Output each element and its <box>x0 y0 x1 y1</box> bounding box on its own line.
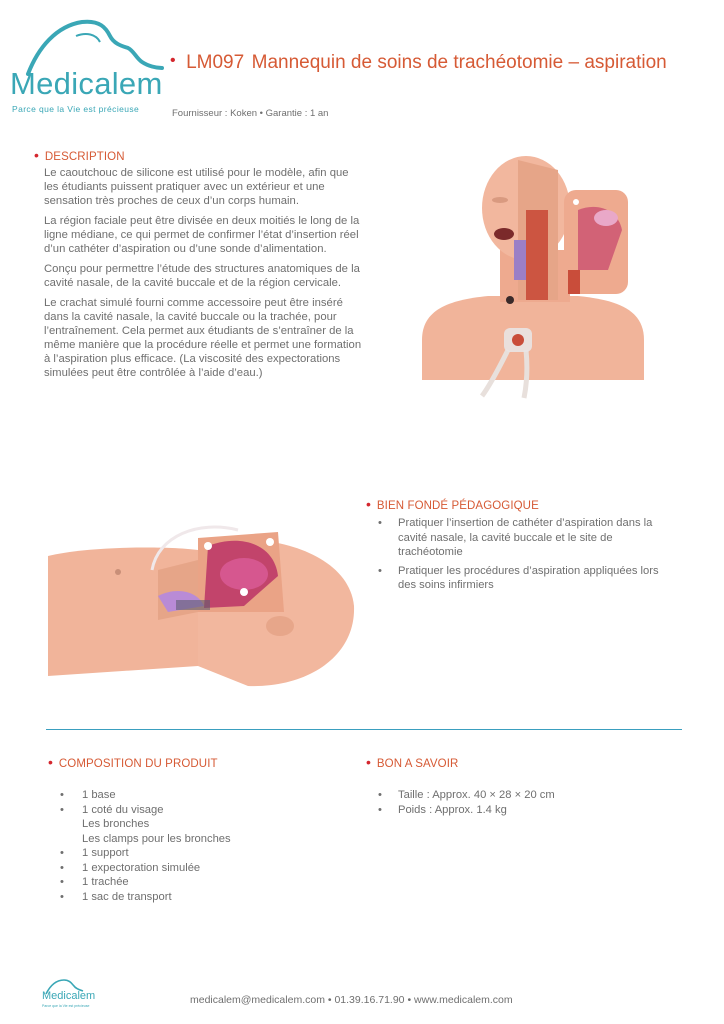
heading-bullet: • <box>48 754 53 770</box>
description-heading: • DESCRIPTION <box>34 147 125 163</box>
product-code: LM097 <box>186 52 245 73</box>
section-divider <box>46 729 682 730</box>
list-item: • 1 support <box>60 846 320 861</box>
list-item: Les bronches <box>82 818 150 830</box>
footer-brand-name: Medicalem <box>42 990 96 1002</box>
list-item: • 1 base <box>60 788 320 803</box>
brand-name: Medicalem <box>10 66 163 101</box>
footer-logo <box>38 978 118 1014</box>
heading-bullet: • <box>366 754 371 770</box>
list-item: • Poids : Approx. 1.4 kg <box>376 803 676 818</box>
footer-brand-tagline: Parce que la Vie est précieuse <box>42 1004 90 1008</box>
brand-logo <box>10 18 170 114</box>
product-image-front <box>418 150 648 400</box>
description-paragraph: La région faciale peut être divisée en deux moitiés le long de la ligne médiane, ce qui permet de confirmer l’état d’insertion réel d’un cathéter d’aspiration ou d’une sonde d’alimentation. <box>44 215 360 255</box>
footer-contact: medicalem@medicalem.com • 01.39.16.71.90 • www.medicalem.com <box>190 994 513 1006</box>
composition-heading: • COMPOSITION DU PRODUIT <box>48 754 218 770</box>
good-to-know-heading: • BON A SAVOIR <box>366 754 459 770</box>
list-item: • 1 trachée <box>60 875 320 890</box>
product-title: Mannequin de soins de trachéotomie – aspiration <box>251 52 667 73</box>
pedagogy-list <box>374 516 674 597</box>
brand-tagline: Parce que la Vie est précieuse <box>12 104 140 114</box>
list-item: • 1 coté du visage <box>60 803 320 818</box>
list-item: • 1 sac de transport <box>60 890 320 905</box>
description-text <box>44 166 362 386</box>
list-item: • 1 expectoration simulée <box>60 861 320 876</box>
heading-bullet: • <box>34 147 39 163</box>
list-item: • Pratiquer l’insertion de cathéter d’aspiration dans la cavité nasale, la cavité buccale et le site de trachéotomie <box>374 516 674 560</box>
list-item: • Taille : Approx. 40 × 28 × 20 cm <box>376 788 676 803</box>
list-item: Les clamps pour les bronches <box>82 832 231 845</box>
supplier-line: Fournisseur : Koken • Garantie : 1 an <box>172 108 329 119</box>
page-title <box>170 52 710 74</box>
title-bullet: • <box>170 52 176 69</box>
description-paragraph: Le crachat simulé fourni comme accessoire peut être inséré dans la cavité nasale, la cavité buccale ou la trachée, pour l’entraînement. Cela permet aux étudiants de s’entraîner de la même manière que la procédure réelle et permet une formation à l’aspiration plus efficace. (La viscosité des expectorations simulées peut être contrôlée à l’aide d’eau.) <box>44 297 362 379</box>
list-item: • Pratiquer les procédures d’aspiration appliquées lors des soins infirmiers <box>374 564 674 593</box>
good-to-know-list <box>376 788 676 817</box>
heading-bullet: • <box>366 496 371 512</box>
pedagogy-heading: • BIEN FONDÉ PÉDAGOGIQUE <box>366 496 539 512</box>
composition-list <box>60 788 320 904</box>
description-paragraph: Conçu pour permettre l’étude des structures anatomiques de la cavité nasale, de la cavité buccale et de la région cervicale. <box>44 263 360 289</box>
product-image-side <box>48 516 356 692</box>
description-paragraph: Le caoutchouc de silicone est utilisé pour le modèle, afin que les étudiants puissent pratiquer avec un extérieur et une sensation très proches de ceux d’un corps humain. <box>44 167 349 207</box>
